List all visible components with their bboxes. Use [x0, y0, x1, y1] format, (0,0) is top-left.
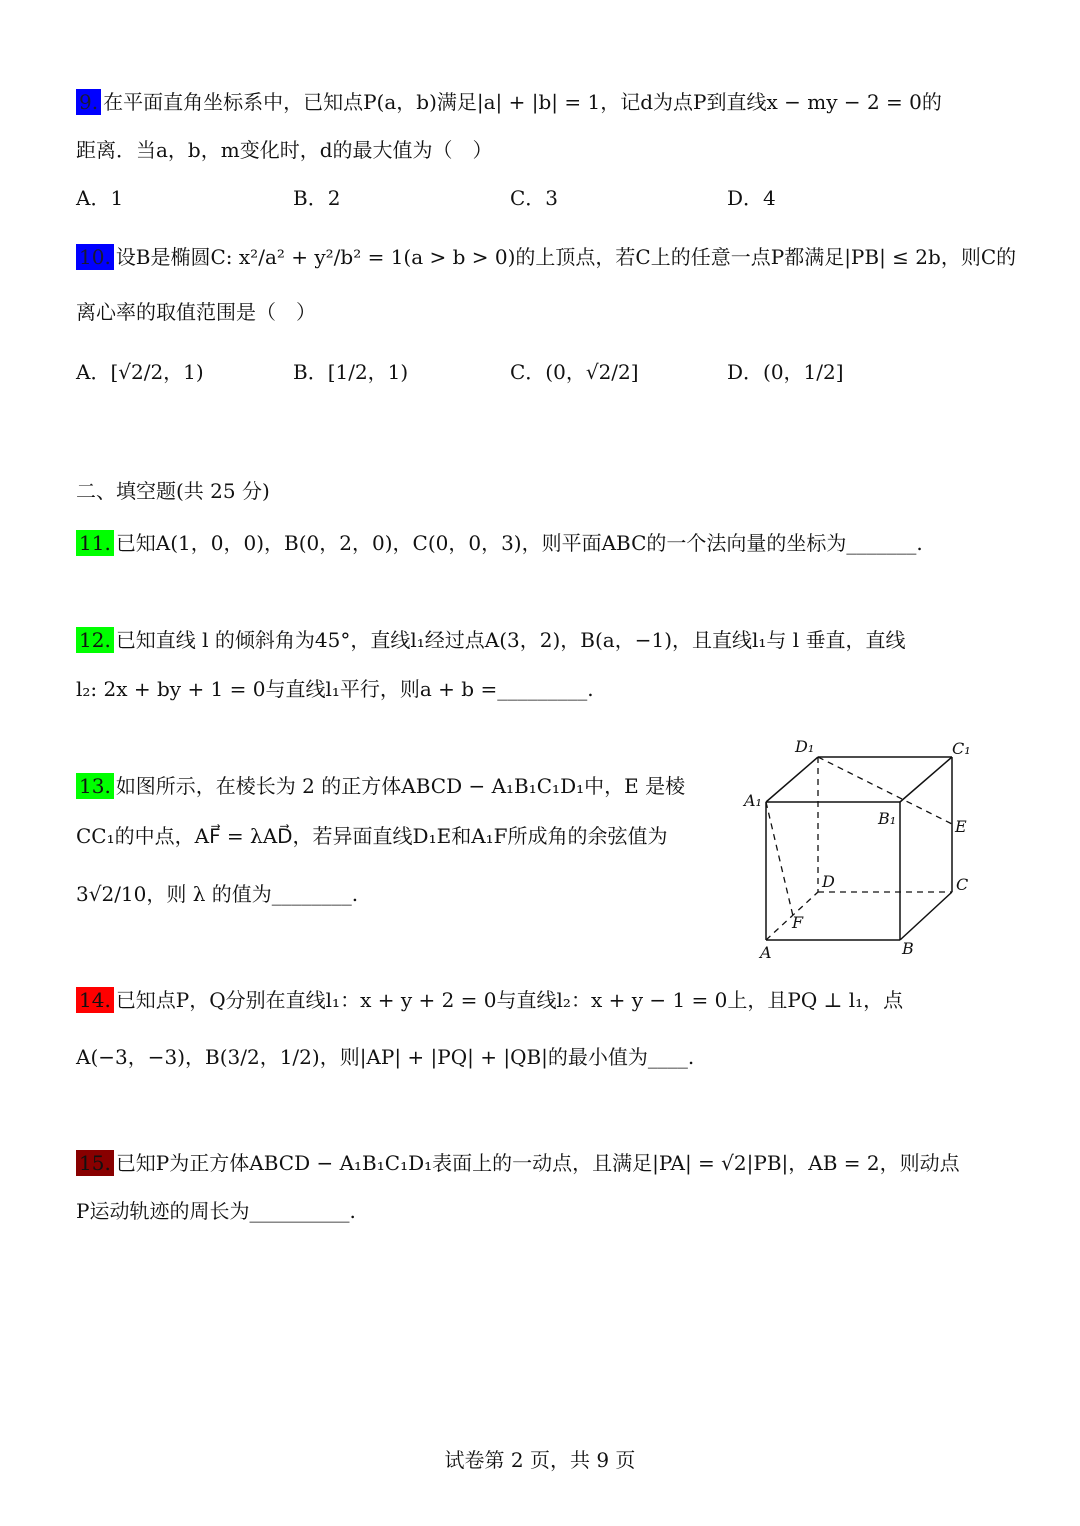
q13-text-line3: 3√2/10，则 λ 的值为________. — [76, 882, 359, 906]
label-b: B — [902, 939, 914, 958]
q9-line1 — [76, 88, 942, 116]
q13-text-line2: CC₁的中点，AF⃗ = λAD⃗，若异面直线D₁E和A₁F所成角的余弦值为 — [76, 824, 668, 848]
q9-option-b: B．2 — [293, 186, 341, 210]
label-d: D — [822, 872, 835, 891]
label-b1: B₁ — [878, 809, 897, 828]
q15-number: 15. — [76, 1150, 114, 1176]
q15-text-line2: P运动轨迹的周长为__________. — [76, 1199, 356, 1223]
cube-figure — [740, 730, 980, 970]
q10-option-a: A．[√2/2，1) — [76, 360, 204, 384]
label-c1: C₁ — [952, 739, 971, 758]
q14-number: 14. — [76, 987, 114, 1013]
q10-text-line1: 设B是椭圆C: x²/a² + y²/b² = 1(a > b > 0)的上顶点，若C上的任意一点P都满足|PB| ≤ 2b，则C的 — [115, 245, 1017, 269]
segment-a1-f — [766, 802, 793, 916]
q12-number: 12. — [76, 627, 114, 653]
q11-number: 11. — [76, 530, 114, 556]
q12-line1 — [76, 626, 906, 654]
q14-text-line2: A(−3，−3)，B(3/2，1/2)，则|AP| + |PQ| + |QB|的最小值为____. — [76, 1045, 695, 1069]
q9-option-d: D．4 — [727, 186, 776, 210]
q10-line1 — [76, 243, 1016, 271]
q9-number: 9. — [76, 89, 101, 115]
edge-b-c — [900, 892, 952, 940]
q13-line1 — [76, 772, 685, 800]
q14-text-line1: 已知点P，Q分别在直线l₁：x + y + 2 = 0与直线l₂：x + y − 1 = 0上，且PQ ⊥ l₁，点 — [115, 988, 904, 1012]
edge-b1-c1 — [900, 757, 952, 802]
q12-text-line2: l₂: 2x + by + 1 = 0与直线l₁平行，则a + b =_________. — [76, 677, 594, 701]
label-a: A — [760, 943, 772, 962]
q9-option-a: A．1 — [76, 186, 124, 210]
q9-text-line2: 距离．当a，b，m变化时，d的最大值为（ ） — [76, 138, 493, 162]
q13-text-line1: 如图所示，在棱长为 2 的正方体ABCD − A₁B₁C₁D₁中，E 是棱 — [115, 774, 686, 798]
label-d1: D₁ — [795, 737, 815, 756]
label-a1: A₁ — [744, 791, 762, 810]
q9-text-line1: 在平面直角坐标系中，已知点P(a，b)满足|a| + |b| = 1，记d为点P到直线x − my − 2 = 0的 — [103, 90, 942, 114]
q9-option-c: C．3 — [510, 186, 559, 210]
edge-a1-d1 — [766, 757, 818, 802]
section-title: 二、填空题(共 25 分) — [76, 479, 270, 503]
q10-option-d: D．(0，1/2] — [727, 360, 844, 384]
q13-number: 13. — [76, 773, 114, 799]
q14-line1 — [76, 986, 903, 1014]
q10-text-line2: 离心率的取值范围是（ ） — [76, 300, 316, 324]
q15-line1 — [76, 1149, 960, 1177]
q10-option-c: C．(0，√2/2] — [510, 360, 639, 384]
q11-line1 — [76, 529, 923, 557]
q10-option-b: B．[1/2，1) — [293, 360, 409, 384]
label-c: C — [956, 875, 969, 894]
q15-text-line1: 已知P为正方体ABCD − A₁B₁C₁D₁表面上的一动点，且满足|PA| = √2|PB|，AB = 2，则动点 — [115, 1151, 960, 1175]
q12-text-line1: 已知直线 l 的倾斜角为45°，直线l₁经过点A(3，2)，B(a，−1)，且直线l₁与 l 垂直，直线 — [115, 628, 906, 652]
label-e: E — [955, 817, 967, 836]
q11-text-line1: 已知A(1，0，0)，B(0，2，0)，C(0，0，3)，则平面ABC的一个法向量的坐标为_______. — [115, 531, 923, 555]
q10-number: 10. — [76, 244, 114, 270]
page-footer: 试卷第 2 页，共 9 页 — [444, 1448, 636, 1472]
label-f: F — [792, 913, 804, 932]
